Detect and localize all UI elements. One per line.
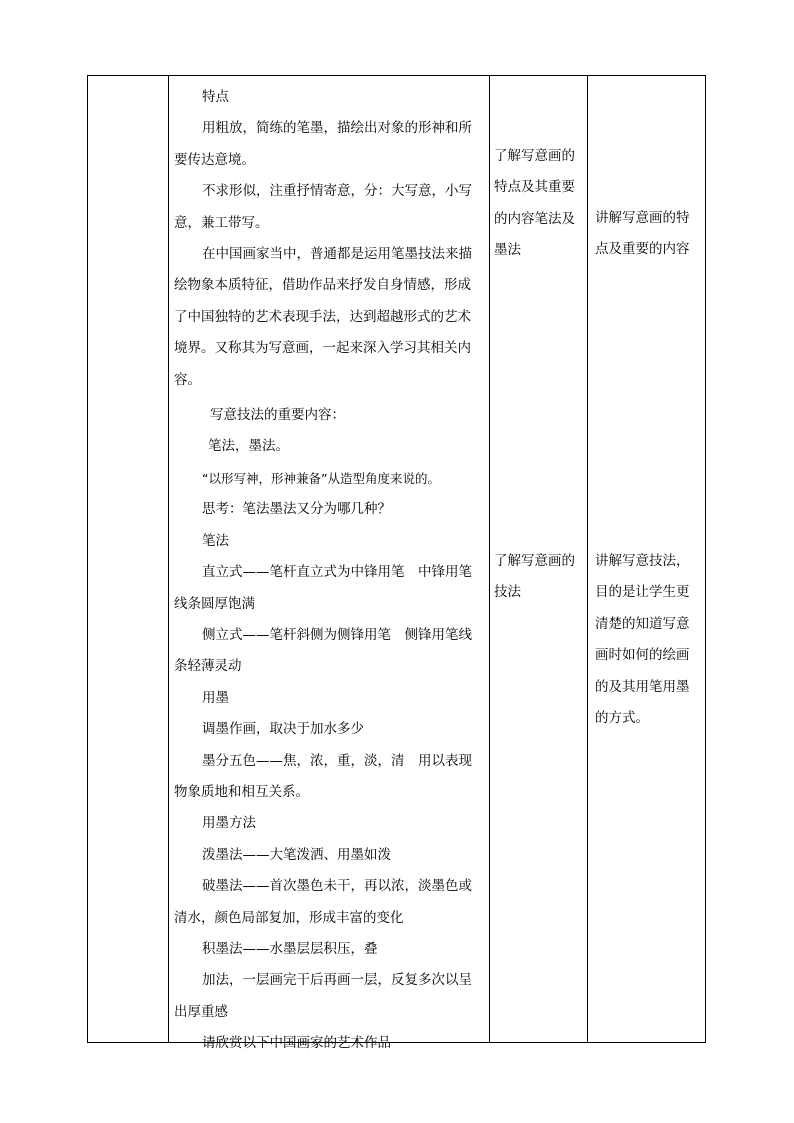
- goal-line: 技法: [494, 584, 521, 601]
- activity-line: 讲解写意技法，: [595, 553, 690, 569]
- content-paragraph: 直立式——笔杆直立式为中锋用笔 中锋用笔线条圆厚饱满: [174, 564, 472, 612]
- teaching-content-column: [168, 76, 489, 1052]
- teacher-activity-1: [595, 203, 703, 266]
- content-paragraph: 在中国画家当中，普通都是运用笔墨技法来描绘物象本质特征，借助作品来抒发自身情感，形成了中国独特的艺术表现手法，达到超越形式的艺术境界。又称其为写意画，一起来深入学习其相关内容。: [174, 246, 472, 388]
- content-paragraph: 用墨方法: [202, 815, 256, 832]
- content-paragraph: “以形写神，形神兼备”从造型角度来说的。: [202, 470, 440, 486]
- content-paragraph: 写意技法的重要内容：: [210, 407, 345, 424]
- goal-line: 特点及其重要: [494, 179, 575, 196]
- column-divider: [489, 76, 490, 1042]
- lesson-table: [87, 75, 706, 1052]
- empty-first-column: [88, 76, 168, 1042]
- content-paragraph: 不求形似，注重抒情寄意，分：大写意，小写意，兼工带写。: [174, 183, 472, 231]
- content-paragraph: 加法，一层画完干后再画一层，反复多次以呈出厚重感: [174, 972, 472, 1020]
- content-paragraph: 用粗放，简练的笔墨，描绘出对象的形神和所要传达意境。: [174, 120, 472, 168]
- goal-line: 墨法: [494, 242, 521, 259]
- activity-line: 画时如何的绘画: [595, 647, 690, 664]
- activity-line: 的方式。: [595, 710, 649, 727]
- content-paragraph: 墨分五色——焦，浓，重，淡，清 用以表现物象质地和相互关系。: [174, 752, 472, 800]
- content-paragraph: 泼墨法——大笔泼洒、用墨如泼: [202, 846, 391, 863]
- content-paragraph: 调墨作画，取决于加水多少: [202, 721, 364, 738]
- goal-line: 了解写意画的: [494, 553, 575, 569]
- content-paragraph: 用墨: [202, 689, 229, 706]
- goal-line: 了解写意画的: [494, 148, 575, 164]
- column-divider: [587, 76, 588, 1042]
- content-paragraph: 思考：笔法墨法又分为哪几种？: [202, 501, 391, 518]
- content-paragraph: 破墨法——首次墨色未干，再以浓，淡墨色或清水，颜色局部复加，形成丰富的变化: [174, 878, 472, 926]
- activity-line: 点及重要的内容: [595, 241, 690, 258]
- content-paragraph: 请欣赏以下中国画家的艺术作品: [202, 1035, 391, 1052]
- content-paragraph: 笔法，墨法。: [208, 438, 289, 455]
- content-paragraph: 侧立式——笔杆斜侧为侧锋用笔 侧锋用笔线条轻薄灵动: [174, 626, 472, 675]
- content-paragraph: 特点: [202, 89, 229, 105]
- learning-goal-1: [494, 141, 582, 267]
- activity-line: 的及其用笔用墨: [595, 678, 690, 695]
- content-paragraph: 笔法: [202, 532, 229, 549]
- learning-goal-2: [494, 546, 582, 609]
- activity-line: 目的是让学生更: [595, 584, 690, 601]
- activity-line: 清楚的知道写意: [595, 615, 690, 632]
- goal-line: 的内容笔法及: [494, 210, 575, 227]
- content-paragraph: 积墨法——水墨层层积压，叠: [202, 940, 378, 957]
- activity-line: 讲解写意画的特: [595, 210, 690, 226]
- teacher-activity-2: [595, 546, 703, 734]
